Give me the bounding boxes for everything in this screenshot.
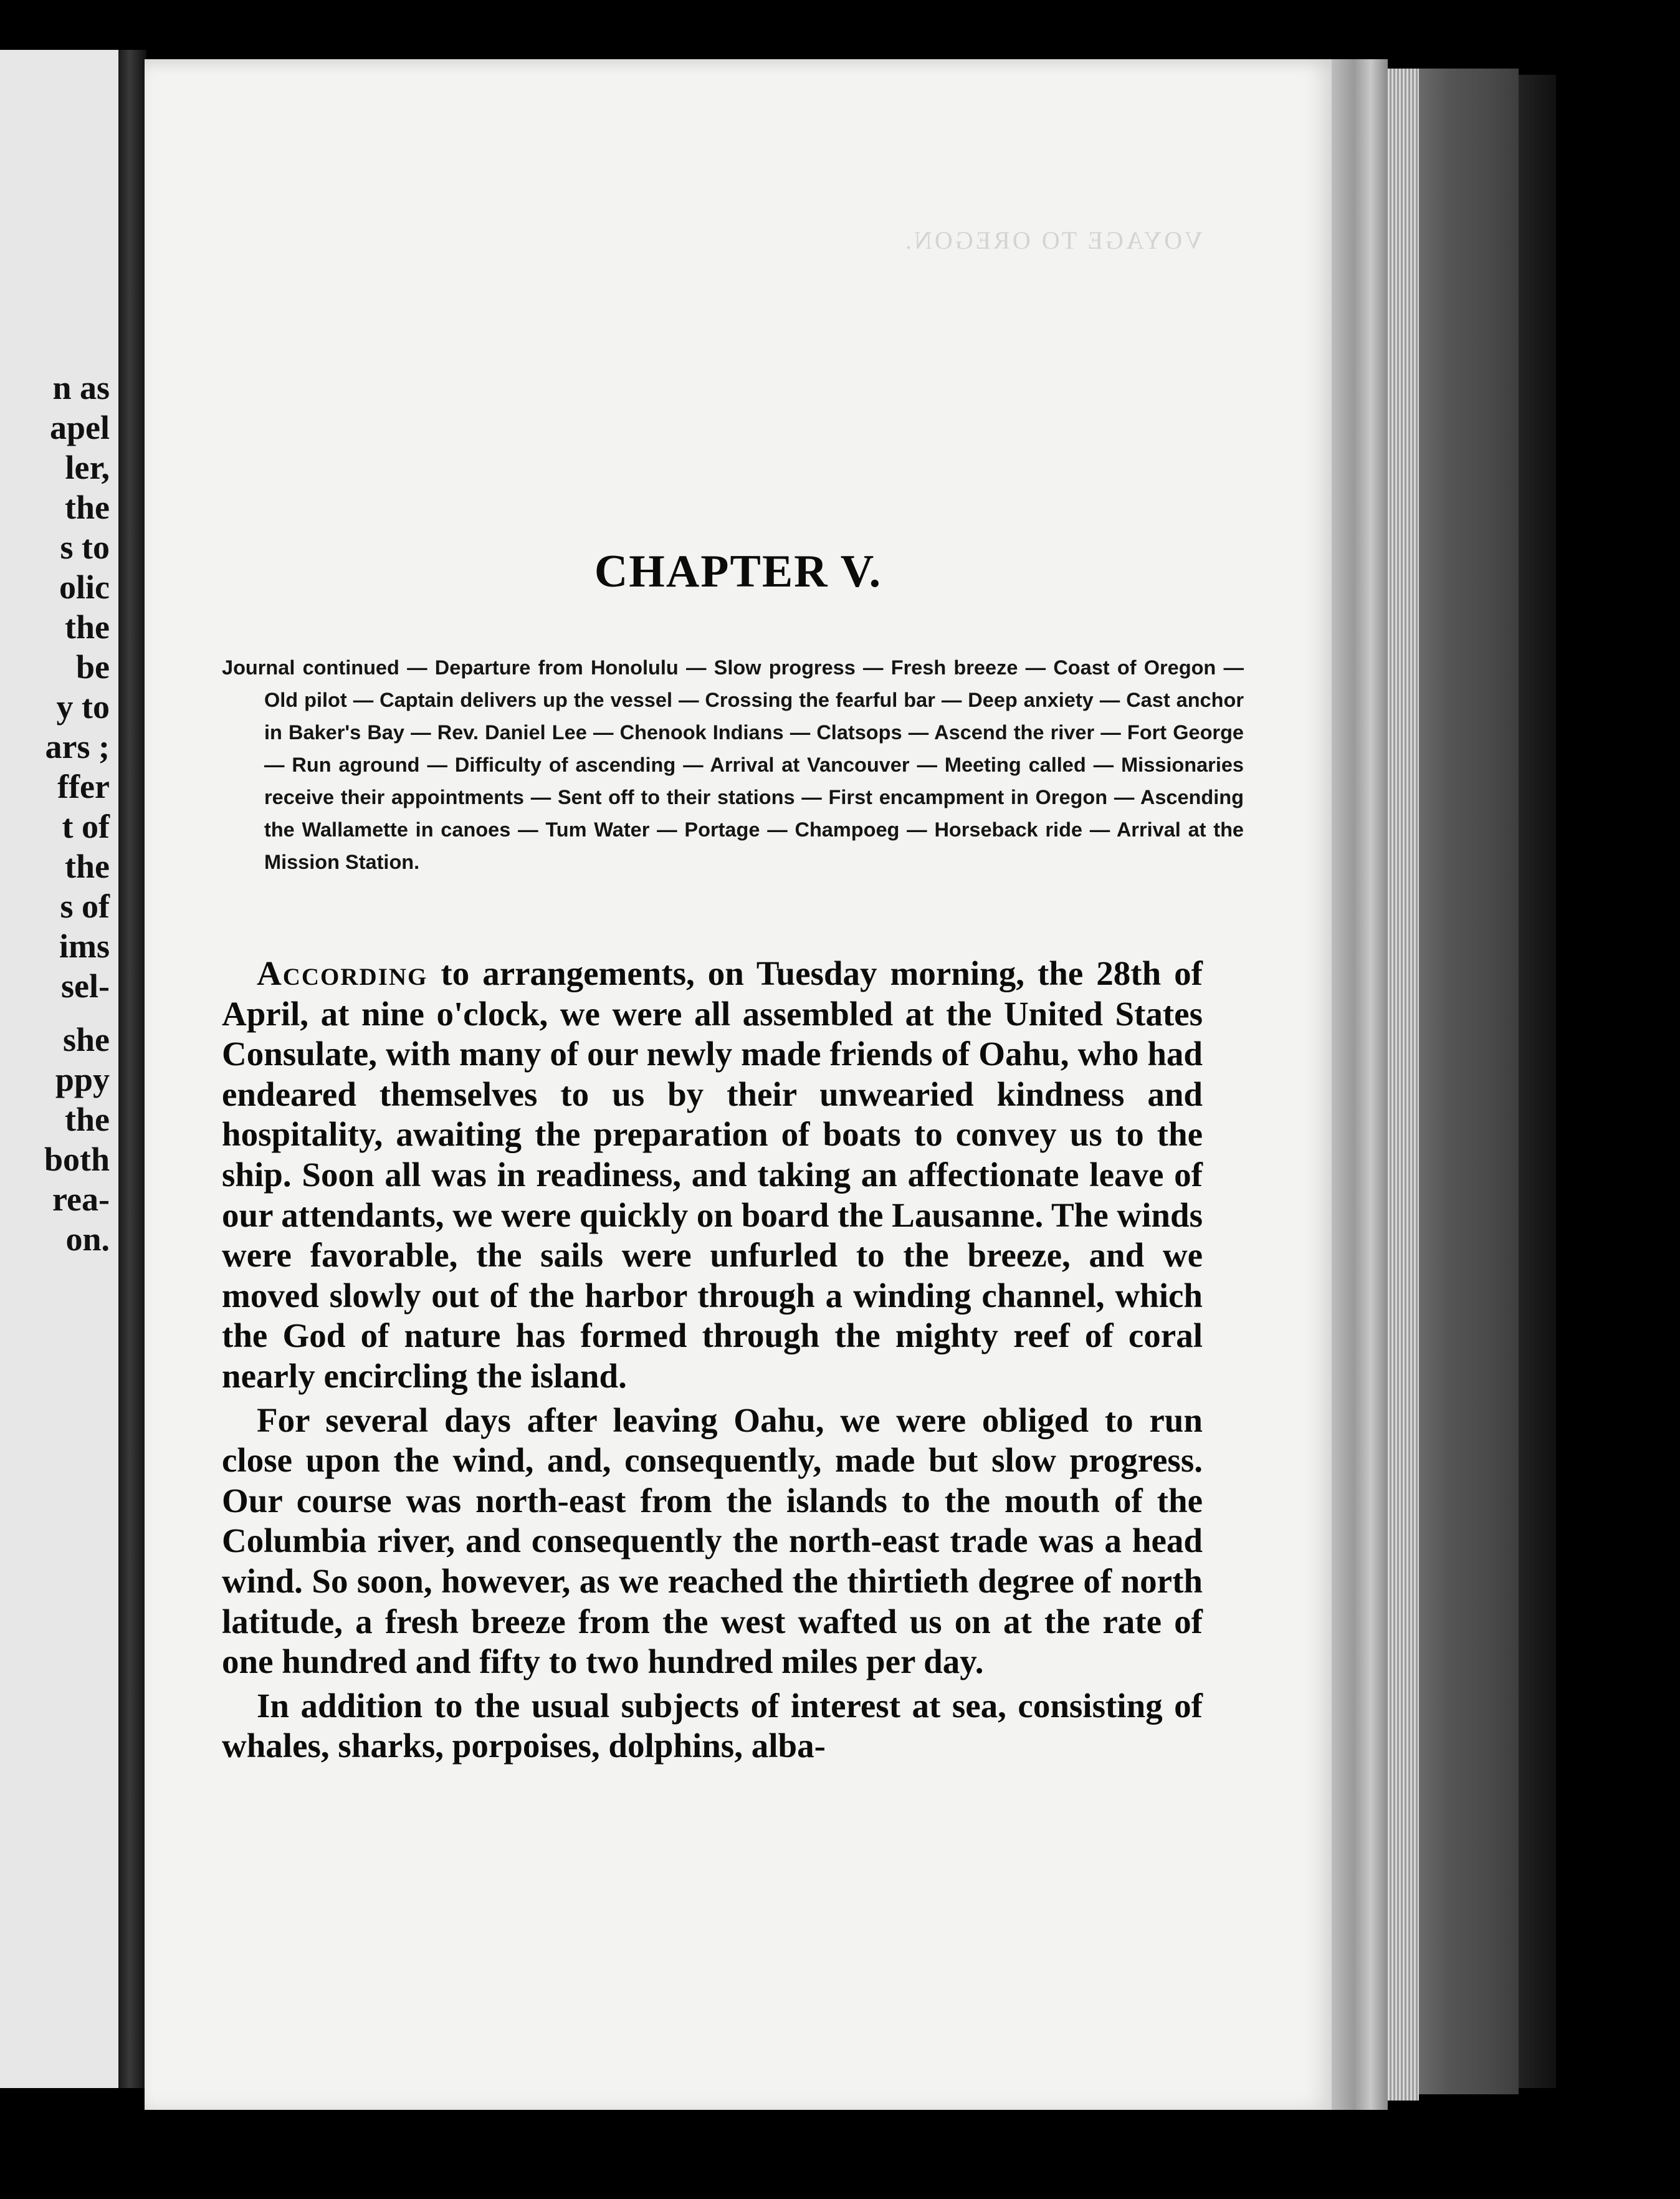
previous-page-line: on. [65, 1220, 110, 1258]
previous-page-line: sel- [61, 967, 110, 1005]
previous-page-line: the [65, 608, 110, 646]
previous-page [0, 50, 122, 2088]
previous-page-line: ler, [65, 449, 110, 486]
chapter-synopsis: Journal continued — Departure from Honolulu — Slow progress — Fresh breeze — Coast of Oregon — Old pilot — Captain delivers up the vessel — Crossing the fearful bar — Deep anxiety — Cast anchor in Baker's Bay — Rev. Daniel Lee — Chenook Indians — Clatsops — Ascend the river — Fort George — Run aground — Difficulty of ascending — Arrival at Vancouver — Meeting called — Missionaries receive their appointments — Sent off to their stations — First encampment in Oregon — Ascending the Wallamette in canoes — Tum Water — Portage — Champoeg — Horseback ride — Arrival at the Mission Station. [222, 656, 1244, 873]
paragraph-lead-word: According [257, 954, 428, 992]
chapter-title: CHAPTER V. [594, 546, 882, 597]
previous-page-line: ars ; [45, 728, 110, 765]
previous-page-line: the [65, 1101, 110, 1138]
page-edge [1332, 59, 1388, 2110]
previous-page-line: y to [56, 688, 110, 726]
page-stack-edge [1388, 69, 1419, 2101]
previous-page-line: the [65, 848, 110, 885]
book-spine-shadow [1519, 75, 1556, 2088]
paragraph-1-text: to arrangements, on Tuesday morning, the 28th of April, at nine o'clock, we were all assembled at the United States Consulate, with many of our newly made friends of Oahu, who had endeared themselves to us by their unwearied kindness and hospitality, awaiting the preparation of boats to convey us to the ship. Soon all was in readiness, and taking an affectionate leave of our attendants, we were quickly on board the Lausanne. The winds were favorable, the sails were unfurled to the breeze, and we moved slowly out of the harbor through a winding channel, which the God of nature has formed through the mighty reef of coral nearly encircling the island. [222, 954, 1203, 1395]
previous-page-line: both [44, 1141, 110, 1178]
previous-page-line: ims [59, 927, 110, 965]
previous-page-line: t of [62, 808, 110, 845]
body-text [222, 954, 1203, 1770]
previous-page-line: n as [52, 369, 110, 406]
book-gutter [118, 50, 146, 2088]
paragraph-1 [222, 954, 1203, 1397]
previous-page-line: ppy [55, 1061, 110, 1098]
paragraph-3: In addition to the usual subjects of interest at sea, consisting of whales, sharks, porpoises, dolphins, alba- [222, 1686, 1203, 1765]
previous-page-line: be [76, 648, 110, 686]
bleed-through-header: VOYAGE TO OREGON. [903, 226, 1203, 254]
previous-page-line: ffer [57, 768, 110, 805]
paragraph-2: For several days after leaving Oahu, we were obliged to run close upon the wind, and, consequently, made but slow progress. Our course was north-east from the islands to the mouth of the Columbia river, and consequently the north-east trade was a head wind. So soon, however, as we reached the thirtieth degree of north latitude, a fresh breeze from the west wafted us on at the rate of one hundred and fifty to two hundred miles per day. [222, 1401, 1203, 1681]
previous-page-line: the [65, 489, 110, 526]
previous-page-line: s to [60, 529, 110, 566]
previous-page-line: s of [60, 888, 110, 925]
previous-page-text [0, 368, 118, 1259]
previous-page-line: apel [49, 409, 110, 446]
previous-page-line: rea- [52, 1181, 110, 1218]
previous-page-line: olic [59, 568, 110, 606]
book-cover-edge [1419, 69, 1519, 2094]
previous-page-line: she [62, 1021, 110, 1058]
